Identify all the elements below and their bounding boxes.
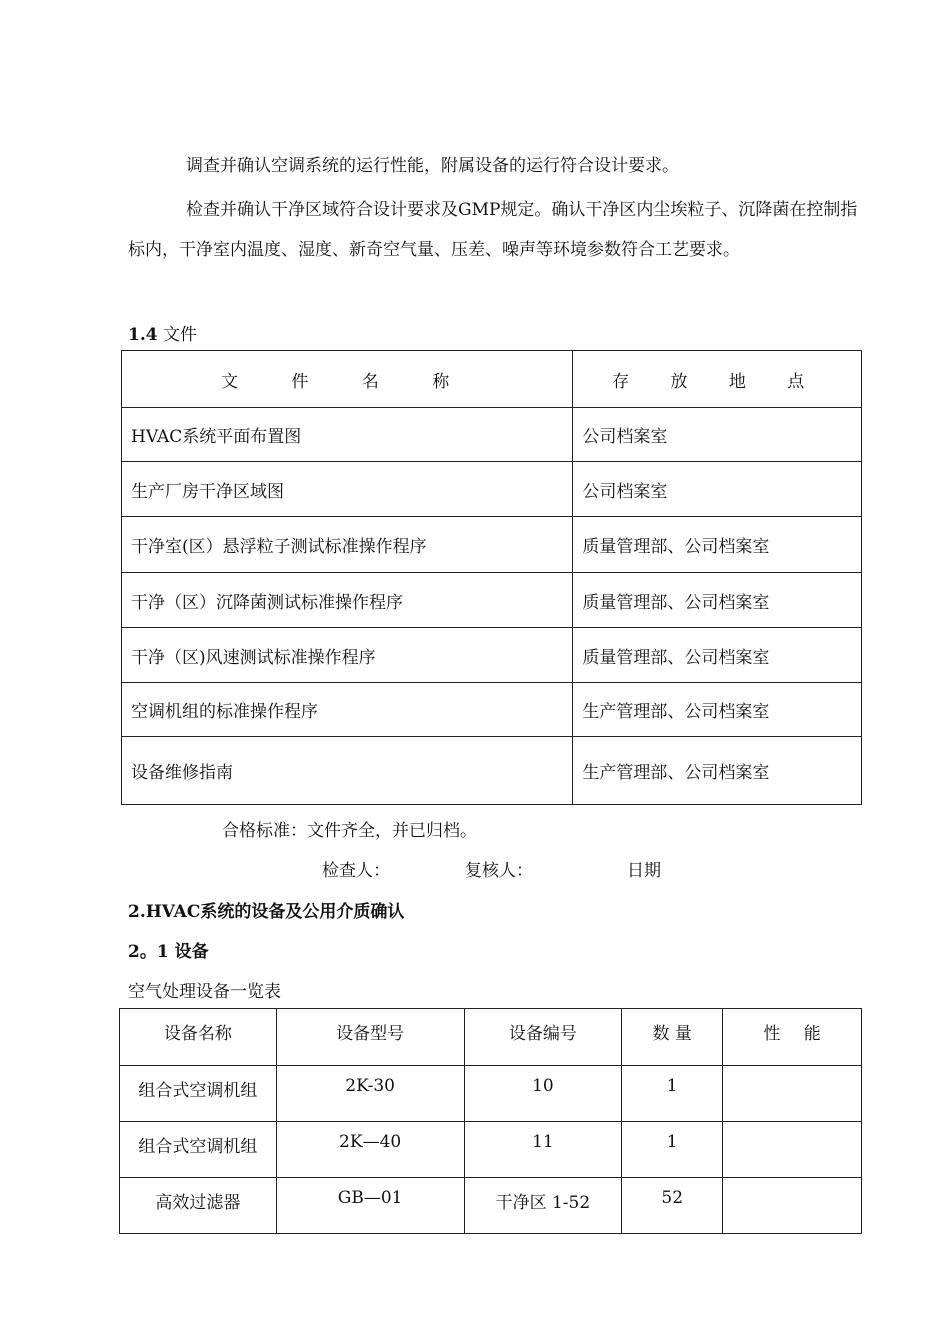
- model-cell: 2K-30: [276, 1066, 464, 1122]
- equipment-table: [119, 1008, 862, 1234]
- location-cell: 生产管理部、公司档案室: [573, 683, 862, 737]
- performance-cell: [723, 1178, 862, 1234]
- serial-cell: 10: [464, 1066, 622, 1122]
- acceptance-criteria: 合格标准：文件齐全，并已归档。: [222, 821, 477, 841]
- header-equipment-name: 设备名称: [120, 1009, 277, 1066]
- file-name-cell: 空调机组的标准操作程序: [122, 683, 573, 737]
- paragraph-objective-1: 调查并确认空调系统的运行性能，附属设备的运行符合设计要求。: [186, 156, 679, 176]
- files-table: [121, 350, 862, 805]
- table-row: [120, 1178, 862, 1234]
- table-row: [122, 517, 862, 573]
- serial-cell: 干净区 1-52: [464, 1178, 622, 1234]
- quantity-cell: 52: [622, 1178, 723, 1234]
- equipment-table-caption: 空气处理设备一览表: [128, 982, 281, 1002]
- table-row: [122, 462, 862, 517]
- table-row: [122, 683, 862, 737]
- quantity-cell: 1: [622, 1122, 723, 1178]
- header-serial: 设备编号: [464, 1009, 622, 1066]
- table-row: [122, 408, 862, 462]
- model-cell: 2K—40: [276, 1122, 464, 1178]
- equipment-name-cell: 高效过滤器: [120, 1178, 277, 1234]
- file-name-cell: 干净（区)风速测试标准操作程序: [122, 628, 573, 683]
- location-cell: 质量管理部、公司档案室: [573, 517, 862, 573]
- paragraph-objective-2: 检查并确认干净区域符合设计要求及GMP规定。确认干净区内尘埃粒子、沉降菌在控制指标内，干净室内温度、湿度、新奇空气量、压差、噪声等环境参数符合工艺要求。: [128, 200, 858, 260]
- equipment-table-header: [120, 1009, 862, 1066]
- table-row: [122, 737, 862, 805]
- table-row: [120, 1066, 862, 1122]
- model-cell: GB—01: [276, 1178, 464, 1234]
- file-name-cell: 生产厂房干净区域图: [122, 462, 573, 517]
- location-cell: 生产管理部、公司档案室: [573, 737, 862, 805]
- section-number: 1.4: [128, 325, 158, 345]
- table-row: [122, 628, 862, 683]
- signature-date: 日期: [627, 861, 661, 881]
- section-title: 文件: [162, 325, 197, 345]
- table-row: [120, 1122, 862, 1178]
- location-cell: 质量管理部、公司档案室: [573, 573, 862, 628]
- equipment-name-cell: 组合式空调机组: [120, 1066, 277, 1122]
- signature-checker: 检查人：: [322, 861, 390, 881]
- location-cell: 公司档案室: [573, 408, 862, 462]
- file-name-cell: HVAC系统平面布置图: [122, 408, 573, 462]
- quantity-cell: 1: [622, 1066, 723, 1122]
- header-location: 存 放 地 点: [573, 351, 862, 408]
- location-cell: 质量管理部、公司档案室: [573, 628, 862, 683]
- file-name-cell: 干净（区）沉降菌测试标准操作程序: [122, 573, 573, 628]
- file-name-cell: 干净室(区）悬浮粒子测试标准操作程序: [122, 517, 573, 573]
- performance-cell: [723, 1066, 862, 1122]
- files-table-header: [122, 351, 862, 408]
- performance-cell: [723, 1122, 862, 1178]
- header-performance: 性 能: [723, 1009, 862, 1066]
- section-1-4-heading: [128, 320, 197, 345]
- header-file-name: 文 件 名 称: [122, 351, 573, 408]
- file-name-cell: 设备维修指南: [122, 737, 573, 805]
- equipment-name-cell: 组合式空调机组: [120, 1122, 277, 1178]
- table-row: [122, 573, 862, 628]
- header-quantity: 数 量: [622, 1009, 723, 1066]
- serial-cell: 11: [464, 1122, 622, 1178]
- location-cell: 公司档案室: [573, 462, 862, 517]
- section-2-1-heading: 2。1 设备: [128, 942, 209, 962]
- section-2-heading: 2.HVAC系统的设备及公用介质确认: [128, 902, 405, 922]
- header-model: 设备型号: [276, 1009, 464, 1066]
- signature-reviewer: 复核人：: [465, 861, 533, 881]
